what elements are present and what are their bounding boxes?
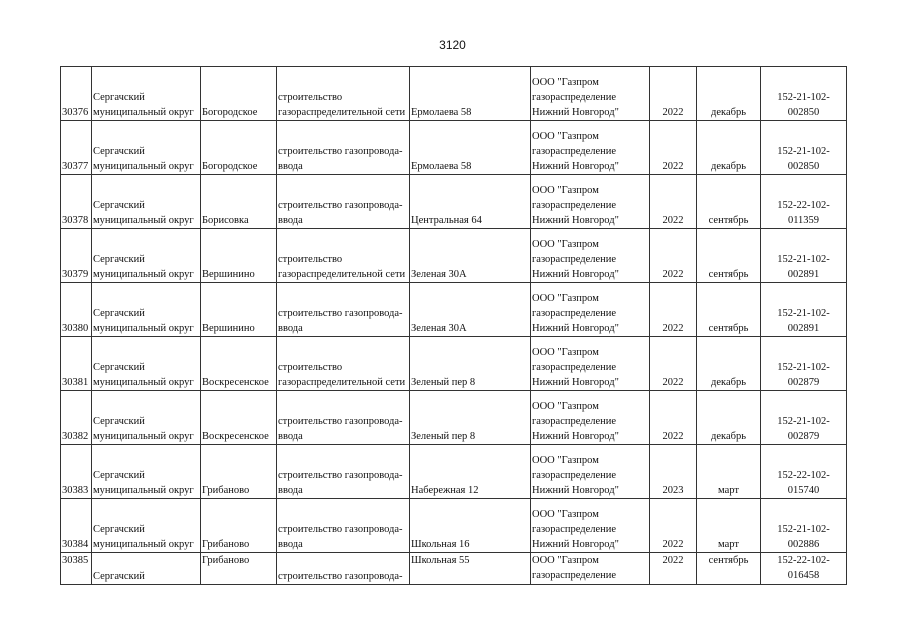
code-cell: 152-21-102-002850: [761, 67, 847, 121]
organization-cell-line: Нижний Новгород": [532, 377, 619, 388]
territory-cell: [92, 445, 201, 499]
organization-cell-line: газораспределение: [532, 524, 617, 535]
month-cell: сентябрь: [697, 229, 761, 283]
work-type-cell: [277, 175, 410, 229]
territory-cell-line: муниципальный округ: [93, 161, 194, 172]
table-row: [61, 337, 847, 391]
organization-cell-line: Нижний Новгород": [532, 323, 619, 334]
work-type-cell-line: газораспределительной сети: [278, 269, 406, 280]
address-cell: Ермолаева 58: [410, 67, 531, 121]
address-cell: Зеленая 30А: [410, 283, 531, 337]
work-type-cell-line: ввода: [278, 215, 303, 226]
territory-cell: [92, 121, 201, 175]
row-number-cell: 30380: [61, 283, 92, 337]
territory-cell: [92, 553, 201, 585]
work-type-cell-line: строительство газопровода-: [278, 416, 403, 427]
work-type-cell-line: газораспределительной сети: [278, 377, 406, 388]
work-type-cell-line: строительство газопровода-: [278, 200, 403, 211]
code-cell: 152-21-102-002879: [761, 391, 847, 445]
organization-cell-line: ООО "Газпром: [532, 347, 599, 358]
locality-cell: Воскресенское: [201, 337, 277, 391]
work-type-cell: [277, 283, 410, 337]
month-cell: сентябрь: [697, 553, 761, 585]
territory-cell-line: Сергачский: [93, 146, 145, 157]
territory-cell-line: Сергачский: [93, 92, 145, 103]
year-cell: 2022: [650, 121, 697, 175]
row-number-cell: 30383: [61, 445, 92, 499]
organization-cell: [531, 337, 650, 391]
organization-cell-line: газораспределение: [532, 416, 617, 427]
year-cell: 2022: [650, 229, 697, 283]
territory-cell-line: муниципальный округ: [93, 377, 194, 388]
territory-cell-line: Сергачский: [93, 416, 145, 427]
table-row: [61, 121, 847, 175]
territory-cell-line: муниципальный округ: [93, 215, 194, 226]
registry-table: [60, 66, 847, 585]
page-number: 3120: [439, 38, 466, 52]
locality-cell: Грибаново: [201, 499, 277, 553]
organization-cell: [531, 391, 650, 445]
year-cell: 2022: [650, 553, 697, 585]
territory-cell-line: Сергачский: [93, 524, 145, 535]
code-cell: 152-21-102-002886: [761, 499, 847, 553]
month-cell: декабрь: [697, 391, 761, 445]
locality-cell: Вершинино: [201, 229, 277, 283]
year-cell: 2022: [650, 283, 697, 337]
territory-cell-line: муниципальный округ: [93, 539, 194, 550]
work-type-cell-line: ввода: [278, 431, 303, 442]
work-type-cell-line: строительство газопровода-: [278, 470, 403, 481]
organization-cell-line: Нижний Новгород": [532, 161, 619, 172]
row-number-cell: 30378: [61, 175, 92, 229]
organization-cell-line: Нижний Новгород": [532, 485, 619, 496]
code-cell: 152-22-102-015740: [761, 445, 847, 499]
organization-cell-line: ООО "Газпром: [532, 455, 599, 466]
organization-cell-line: ООО "Газпром: [532, 401, 599, 412]
organization-cell-line: газораспределение: [532, 254, 617, 265]
organization-cell: [531, 283, 650, 337]
row-number-cell: 30381: [61, 337, 92, 391]
organization-cell-line: ООО "Газпром: [532, 509, 599, 520]
table-row: [61, 175, 847, 229]
work-type-cell-line: строительство: [278, 362, 343, 373]
territory-cell: [92, 337, 201, 391]
month-cell: декабрь: [697, 337, 761, 391]
month-cell: сентябрь: [697, 175, 761, 229]
locality-cell: Богородское: [201, 67, 277, 121]
work-type-cell-line: ввода: [278, 161, 303, 172]
locality-cell: Грибаново: [201, 553, 277, 585]
organization-cell-line: Нижний Новгород": [532, 107, 619, 118]
organization-cell-line: газораспределение: [532, 470, 617, 481]
territory-cell-line: Сергачский: [93, 254, 145, 265]
work-type-cell-line: газораспределительной сети: [278, 107, 406, 118]
organization-cell-line: Нижний Новгород": [532, 269, 619, 280]
work-type-cell-line: строительство газопровода-: [278, 524, 403, 535]
organization-cell: [531, 229, 650, 283]
month-cell: сентябрь: [697, 283, 761, 337]
work-type-cell: [277, 121, 410, 175]
territory-cell-line: муниципальный округ: [93, 107, 194, 118]
organization-cell: [531, 499, 650, 553]
address-cell: Зеленый пер 8: [410, 337, 531, 391]
organization-cell-line: ООО "Газпром: [532, 131, 599, 142]
organization-cell-line: ООО "Газпром: [532, 77, 599, 88]
code-cell: 152-21-102-002891: [761, 229, 847, 283]
work-type-cell-line: строительство газопровода-: [278, 146, 403, 157]
work-type-cell: [277, 445, 410, 499]
table-row: [61, 499, 847, 553]
locality-cell: Воскресенское: [201, 391, 277, 445]
code-cell: 152-22-102-011359: [761, 175, 847, 229]
organization-cell-line: ООО "Газпром: [532, 185, 599, 196]
organization-cell-line: ООО "Газпром: [532, 555, 599, 566]
territory-cell: [92, 391, 201, 445]
work-type-cell-line: строительство газопровода-: [278, 308, 403, 319]
organization-cell-line: газораспределение: [532, 92, 617, 103]
organization-cell-line: газораспределение: [532, 146, 617, 157]
table-row: [61, 67, 847, 121]
territory-cell-line: Сергачский: [93, 470, 145, 481]
address-cell: Школьная 55: [410, 553, 531, 585]
territory-cell-line: муниципальный округ: [93, 431, 194, 442]
organization-cell-line: ООО "Газпром: [532, 239, 599, 250]
organization-cell-line: ООО "Газпром: [532, 293, 599, 304]
table-row: [61, 391, 847, 445]
organization-cell: [531, 553, 650, 585]
work-type-cell: [277, 391, 410, 445]
code-cell: 152-21-102-002850: [761, 121, 847, 175]
year-cell: 2023: [650, 445, 697, 499]
year-cell: 2022: [650, 67, 697, 121]
organization-cell: [531, 445, 650, 499]
locality-cell: Богородское: [201, 121, 277, 175]
table-row: [61, 445, 847, 499]
work-type-cell: [277, 229, 410, 283]
table-row: [61, 229, 847, 283]
territory-cell: [92, 175, 201, 229]
locality-cell: Борисовка: [201, 175, 277, 229]
address-cell: Центральная 64: [410, 175, 531, 229]
organization-cell: [531, 67, 650, 121]
row-number-cell: 30377: [61, 121, 92, 175]
organization-cell-line: газораспределение: [532, 570, 617, 581]
territory-cell: [92, 67, 201, 121]
organization-cell-line: Нижний Новгород": [532, 539, 619, 550]
month-cell: декабрь: [697, 121, 761, 175]
work-type-cell: [277, 337, 410, 391]
code-cell: 152-21-102-002879: [761, 337, 847, 391]
work-type-cell-line: строительство газопровода-: [278, 571, 403, 582]
territory-cell: [92, 499, 201, 553]
code-cell: 152-21-102-002891: [761, 283, 847, 337]
work-type-cell: [277, 553, 410, 585]
table-row: [61, 553, 847, 585]
month-cell: март: [697, 445, 761, 499]
address-cell: Ермолаева 58: [410, 121, 531, 175]
row-number-cell: 30385: [61, 553, 92, 585]
organization-cell: [531, 175, 650, 229]
territory-cell-line: Сергачский: [93, 362, 145, 373]
work-type-cell: [277, 499, 410, 553]
month-cell: март: [697, 499, 761, 553]
address-cell: Набережная 12: [410, 445, 531, 499]
month-cell: декабрь: [697, 67, 761, 121]
work-type-cell: [277, 67, 410, 121]
year-cell: 2022: [650, 499, 697, 553]
territory-cell-line: муниципальный округ: [93, 269, 194, 280]
territory-cell-line: муниципальный округ: [93, 323, 194, 334]
locality-cell: Вершинино: [201, 283, 277, 337]
organization-cell-line: газораспределение: [532, 200, 617, 211]
territory-cell-line: Сергачский: [93, 571, 145, 582]
row-number-cell: 30382: [61, 391, 92, 445]
territory-cell: [92, 229, 201, 283]
territory-cell: [92, 283, 201, 337]
code-cell: 152-22-102-016458: [761, 553, 847, 585]
work-type-cell-line: ввода: [278, 485, 303, 496]
locality-cell: Грибаново: [201, 445, 277, 499]
row-number-cell: 30379: [61, 229, 92, 283]
address-cell: Зеленый пер 8: [410, 391, 531, 445]
territory-cell-line: Сергачский: [93, 200, 145, 211]
organization-cell: [531, 121, 650, 175]
work-type-cell-line: ввода: [278, 323, 303, 334]
address-cell: Школьная 16: [410, 499, 531, 553]
territory-cell-line: муниципальный округ: [93, 485, 194, 496]
work-type-cell-line: строительство: [278, 254, 343, 265]
organization-cell-line: газораспределение: [532, 308, 617, 319]
organization-cell-line: Нижний Новгород": [532, 431, 619, 442]
work-type-cell-line: ввода: [278, 539, 303, 550]
table-row: [61, 283, 847, 337]
territory-cell-line: Сергачский: [93, 308, 145, 319]
year-cell: 2022: [650, 337, 697, 391]
row-number-cell: 30384: [61, 499, 92, 553]
organization-cell-line: газораспределение: [532, 362, 617, 373]
work-type-cell-line: строительство: [278, 92, 343, 103]
address-cell: Зеленая 30А: [410, 229, 531, 283]
row-number-cell: 30376: [61, 67, 92, 121]
year-cell: 2022: [650, 175, 697, 229]
organization-cell-line: Нижний Новгород": [532, 215, 619, 226]
year-cell: 2022: [650, 391, 697, 445]
